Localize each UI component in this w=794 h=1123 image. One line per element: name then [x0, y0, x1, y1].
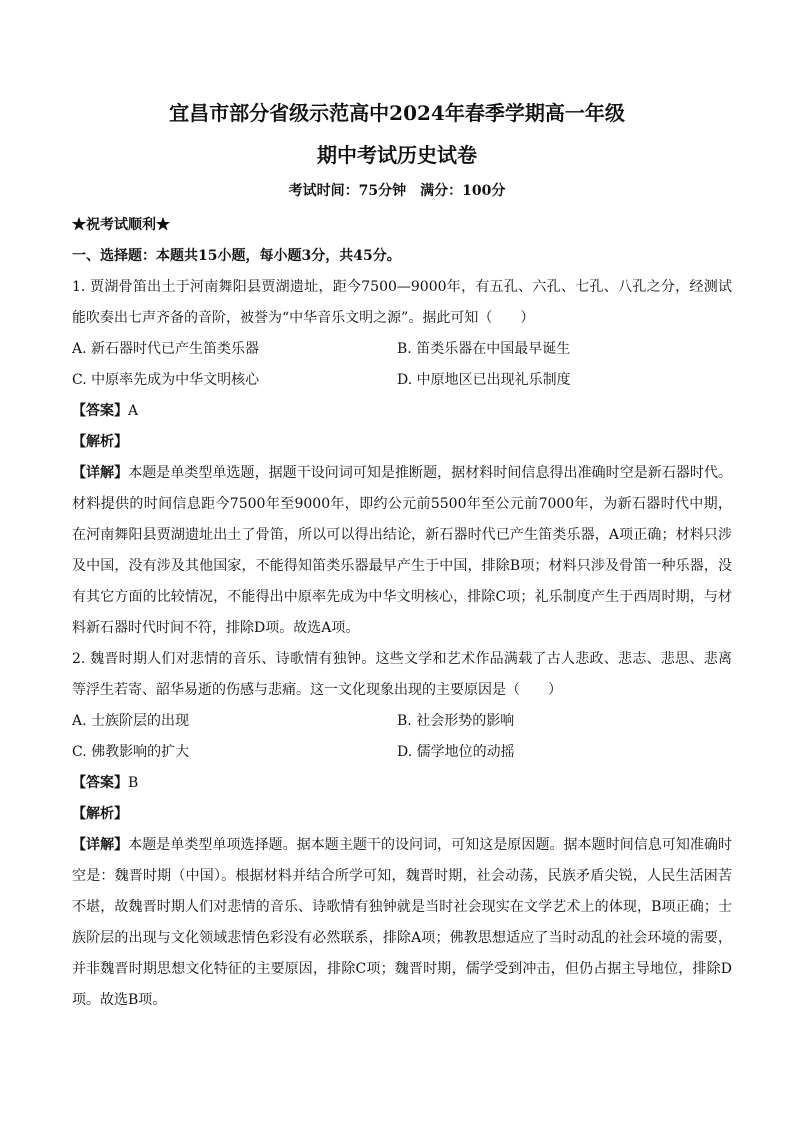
answer-value: B	[128, 775, 139, 791]
option-d: D. 儒学地位的动摇	[397, 744, 515, 760]
option-a: A. 士族阶层的出现	[72, 713, 190, 729]
analysis-label: 解析	[86, 806, 114, 822]
exam-time: 考试时间：75分钟	[288, 183, 407, 199]
full-score: 满分：100分	[420, 183, 506, 199]
detail-label: 详解	[86, 837, 115, 853]
option-b: B. 社会形势的影响	[397, 713, 515, 729]
answer-label: 答案	[86, 775, 114, 791]
answer-label: 答案	[86, 403, 114, 419]
option-b: B. 笛类乐器在中国最早诞生	[397, 341, 571, 357]
analysis-row: 【解析】	[72, 434, 128, 450]
detail-paragraph: 【详解】本题是单类型单项选择题。据本题主题干的设问词，可知这是原因题。据本题时间信息可知准确时空是：魏晋时期（中国）。根据材料并结合所学可知，魏晋时期，社会动荡，民族矛盾尖锐，人民生活困苦不堪，故魏晋时期人们对悲情的音乐、诗歌情有独钟就是当时社会现实在文学艺术上的体现，B项正确；士族阶层的出现与文化领域悲情色彩没有必然联系，排除A项；佛教思想适应了当时动乱的社会环境的需要，并非魏晋时期思想文化特征的主要原因，排除C项；魏晋时期，儒学受到冲击，但仍占据主导地位，排除D项。故选B项。	[72, 837, 733, 1008]
section-title: 一、选择题：本题共15小题，每小题3分，共45分。	[72, 248, 401, 264]
option-d: D. 中原地区已出现礼乐制度	[397, 372, 571, 388]
option-c: C. 佛教影响的扩大	[72, 744, 190, 760]
question-2	[72, 644, 732, 1016]
detail-paragraph: 【详解】本题是单类型单选题，据题干设问词可知是推断题，据材料时间信息得出准确时空是新石器时代。材料提供的时间信息距今7500年至9000年，即约公元前5500年至公元前7000年，为新石器时代中期，在河南舞阳县贾湖遗址出土了骨笛，所以可以得出结论，新石器时代已产生笛类乐器，A项正确；材料只涉及中国，没有涉及其他国家，不能得知笛类乐器最早产生于中国，排除B项；材料只涉及骨笛一种乐器，没有其它方面的比较情况，不能得出中原率先成为中华文明核心，排除C项；礼乐制度产生于西周时期，与材料新石器时代时间不符，排除D项。故选A项。	[72, 465, 733, 636]
question-stem: 2. 魏晋时期人们对悲情的音乐、诗歌情有独钟。这些文学和艺术作品满载了古人悲政、悲志、悲思、悲离等浮生若寄、韶华易逝的伤感与悲痛。这一文化现象出现的主要原因是（ ）	[72, 651, 732, 698]
analysis-label: 解析	[86, 434, 114, 450]
question-1	[72, 272, 732, 644]
answer-value: A	[128, 403, 139, 419]
answer-row: 【答案】A	[72, 403, 139, 419]
exam-content	[72, 210, 732, 1016]
question-options	[72, 706, 732, 768]
greeting: ★祝考试顺利★	[72, 217, 170, 233]
answer-row: 【答案】B	[72, 775, 139, 791]
question-options	[72, 334, 732, 396]
detail-text: 本题是单类型单选题，据题干设问词可知是推断题，据材料时间信息得出准确时空是新石器时代。材料提供的时间信息距今7500年至9000年，即约公元前5500年至公元前7000年，为新石器时代中期，在河南舞阳县贾湖遗址出土了骨笛，所以可以得出结论，新石器时代已产生笛类乐器，A项正确；材料只涉及中国，没有涉及其他国家，不能得知笛类乐器最早产生于中国，排除B项；材料只涉及骨笛一种乐器，没有其它方面的比较情况，不能得出中原率先成为中华文明核心，排除C项；礼乐制度产生于西周时期，与材料新石器时代时间不符，排除D项。故选A项。	[72, 465, 733, 636]
detail-text: 本题是单类型单项选择题。据本题主题干的设问词，可知这是原因题。据本题时间信息可知准确时空是：魏晋时期（中国）。根据材料并结合所学可知，魏晋时期，社会动荡，民族矛盾尖锐，人民生活困苦不堪，故魏晋时期人们对悲情的音乐、诗歌情有独钟就是当时社会现实在文学艺术上的体现，B项正确；士族阶层的出现与文化领域悲情色彩没有必然联系，排除A项；佛教思想适应了当时动乱的社会环境的需要，并非魏晋时期思想文化特征的主要原因，排除C项；魏晋时期，儒学受到冲击，但仍占据主导地位，排除D项。故选B项。	[72, 837, 733, 1008]
analysis-row: 【解析】	[72, 806, 128, 822]
exam-title-line1: 宜昌市部分省级示范高中2024年春季学期高一年级	[169, 101, 625, 125]
detail-label: 详解	[86, 465, 115, 481]
exam-title-line2: 期中考试历史试卷	[317, 143, 477, 167]
exam-info	[0, 181, 794, 201]
option-a: A. 新石器时代已产生笛类乐器	[72, 341, 260, 357]
question-stem: 1. 贾湖骨笛出土于河南舞阳县贾湖遗址，距今7500—9000年，有五孔、六孔、七孔、八孔之分，经测试能吹奏出七声齐备的音阶，被誉为“中华音乐文明之源”。据此可知（ ）	[72, 279, 732, 326]
option-c: C. 中原率先成为中华文明核心	[72, 372, 260, 388]
